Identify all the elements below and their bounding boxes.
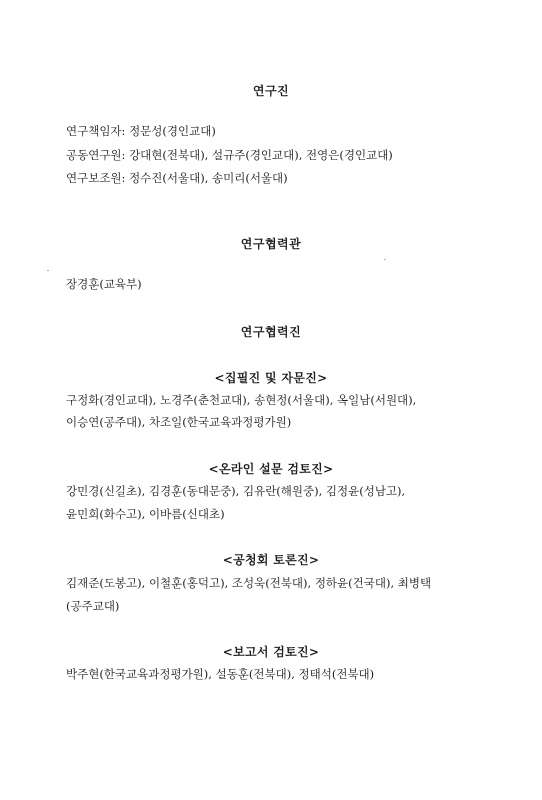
cooperating-researchers-title: 연구협력진: [240, 325, 302, 339]
writing-advisory-line-2: 이승연(공주대), 차조일(한국교육과정평가원): [66, 415, 292, 429]
cooperating-official-title: 연구협력관: [240, 237, 302, 251]
report-review-line-1: 박주현(한국교육과정평가원), 설동훈(전북대), 정태석(전북대): [66, 667, 375, 681]
public-hearing-heading: <공청회 토론진>: [222, 553, 320, 567]
research-team-title: 연구진: [252, 84, 290, 98]
research-lead-line: 연구책임자: 정문성(경인교대): [66, 124, 216, 138]
writing-advisory-line-1: 구정화(경인교대), 노경주(춘천교대), 송현정(서울대), 옥일남(서원대),: [66, 393, 417, 407]
online-survey-line-2: 윤민희(화수고), 이바름(신대초): [66, 507, 225, 521]
report-review-heading: <보고서 검토진>: [222, 645, 320, 659]
public-hearing-line-1: 김재준(도봉고), 이철훈(홍덕고), 조성욱(전북대), 정하윤(건국대), 최병택: [66, 576, 432, 590]
public-hearing-line-2: (공주교대): [66, 599, 120, 613]
research-assistants-line: 연구보조원: 정수진(서울대), 송미리(서울대): [66, 171, 288, 185]
online-survey-line-1: 강민경(신길초), 김경훈(동대문중), 김유란(해원중), 김정윤(성남고),: [66, 484, 406, 498]
scan-speck: [47, 270, 49, 271]
co-researchers-line: 공동연구원: 강대현(전북대), 설규주(경인교대), 전영은(경인교대): [66, 148, 393, 162]
online-survey-heading: <온라인 설문 검토진>: [208, 462, 334, 476]
writing-advisory-heading: <집필진 및 자문진>: [214, 371, 328, 385]
cooperating-official-member: 장경훈(교육부): [66, 277, 142, 291]
scan-speck: [384, 259, 386, 260]
